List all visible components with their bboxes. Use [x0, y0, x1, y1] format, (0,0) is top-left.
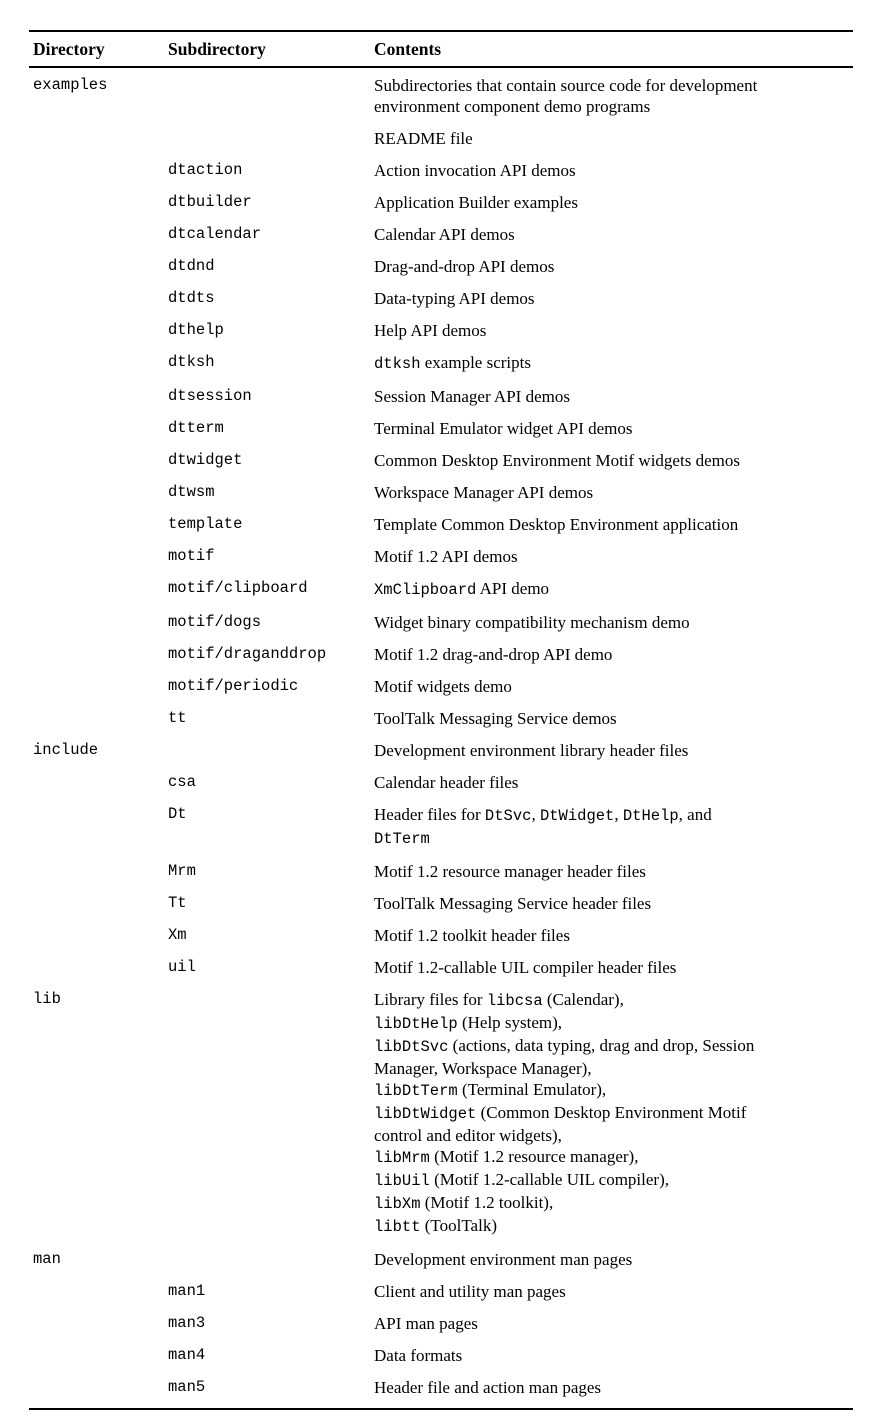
inline-code: libtt: [374, 1218, 421, 1236]
directory-cell: [33, 1345, 168, 1366]
directory-cell: [33, 128, 168, 149]
table-row: [33, 578, 853, 601]
directory-cell: [33, 612, 168, 633]
inline-code: XmClipboard: [374, 581, 477, 599]
subdirectory-cell: man4: [168, 1346, 206, 1364]
directory-cell: [33, 1377, 168, 1398]
table-row: [33, 75, 853, 117]
directory-cell: [33, 772, 168, 793]
contents-cell: Common Desktop Environment Motif widgets demos: [374, 451, 740, 470]
contents-cell: Workspace Manager API demos: [374, 483, 594, 502]
directory-cell: [33, 1313, 168, 1334]
inline-code: DtSvc: [484, 807, 532, 825]
directory-cell: [33, 514, 168, 535]
contents-cell: Data formats: [374, 1346, 463, 1365]
table-row: [33, 676, 853, 697]
table-body: [29, 68, 853, 1408]
inline-code: libUil: [374, 1172, 430, 1190]
contents-cell: Template Common Desktop Environment application: [374, 515, 739, 534]
directory-cell: [33, 925, 168, 946]
contents-cell: Application Builder examples: [374, 193, 578, 212]
table-row: [33, 256, 853, 277]
subdirectory-cell: [168, 1249, 374, 1270]
subdirectory-cell: motif/draganddrop: [168, 645, 327, 663]
table-row: [33, 989, 853, 1238]
directory-cell: [33, 676, 168, 697]
contents-cell: ToolTalk Messaging Service header files: [374, 894, 652, 913]
directory-cell: examples: [33, 76, 108, 94]
directory-cell: include: [33, 741, 99, 759]
table-row: [33, 925, 853, 946]
subdirectory-cell: dtbuilder: [168, 193, 252, 211]
table-row: [33, 482, 853, 503]
contents-cell: Motif 1.2 resource manager header files: [374, 862, 646, 881]
col-header-directory: Directory: [33, 39, 105, 59]
table-row: [33, 386, 853, 407]
table-row: [33, 1281, 853, 1302]
directory-cell: [33, 546, 168, 567]
inline-code: libMrm: [374, 1149, 430, 1167]
subdirectory-cell: [168, 989, 374, 1238]
subdirectory-cell: dtwsm: [168, 483, 215, 501]
directory-cell: [33, 450, 168, 471]
table-row: [33, 893, 853, 914]
subdirectory-cell: motif/periodic: [168, 677, 299, 695]
directory-table: [29, 30, 853, 1410]
directory-cell: [33, 418, 168, 439]
table-row: [33, 772, 853, 793]
table-row: [33, 546, 853, 567]
subdirectory-cell: dthelp: [168, 321, 224, 339]
subdirectory-cell: tt: [168, 709, 187, 727]
subdirectory-cell: [168, 75, 374, 117]
contents-cell: Calendar API demos: [374, 225, 515, 244]
directory-cell: [33, 352, 168, 375]
subdirectory-cell: csa: [168, 773, 196, 791]
contents-cell: dtksh example scripts: [374, 353, 531, 373]
contents-cell: Motif 1.2 drag-and-drop API demo: [374, 645, 613, 664]
directory-cell: [33, 708, 168, 729]
contents-cell: ToolTalk Messaging Service demos: [374, 709, 617, 728]
directory-cell: lib: [33, 990, 61, 1008]
inline-code: DtTerm: [374, 830, 430, 848]
inline-code: libXm: [374, 1195, 421, 1213]
table-row: [33, 708, 853, 729]
subdirectory-cell: Mrm: [168, 862, 196, 880]
inline-code: libDtHelp: [374, 1015, 458, 1033]
table-row: [33, 160, 853, 181]
contents-cell: Header file and action man pages: [374, 1378, 602, 1397]
subdirectory-cell: [168, 740, 374, 761]
inline-code: libDtTerm: [374, 1082, 458, 1100]
table-row: [33, 644, 853, 665]
directory-cell: [33, 957, 168, 978]
subdirectory-cell: Tt: [168, 894, 187, 912]
table-row: [33, 352, 853, 375]
table-row: [33, 612, 853, 633]
table-header-row: [29, 32, 853, 66]
subdirectory-cell: dtdts: [168, 289, 215, 307]
directory-cell: [33, 1281, 168, 1302]
contents-cell: Data-typing API demos: [374, 289, 535, 308]
contents-cell: Development environment library header files: [374, 741, 689, 760]
col-header-contents: Contents: [374, 39, 442, 59]
subdirectory-cell: man1: [168, 1282, 206, 1300]
table-row: [33, 224, 853, 245]
directory-cell: [33, 893, 168, 914]
table-row: [33, 1313, 853, 1334]
contents-cell: Header files for DtSvc, DtWidget, DtHelp, and DtTerm: [374, 805, 712, 848]
subdirectory-cell: dtcalendar: [168, 225, 262, 243]
subdirectory-cell: template: [168, 515, 243, 533]
table-row: [33, 450, 853, 471]
contents-cell: Motif 1.2 toolkit header files: [374, 926, 570, 945]
subdirectory-cell: Xm: [168, 926, 187, 944]
contents-cell: Subdirectories that contain source code for development environment component demo programs: [374, 76, 758, 116]
table-row: [33, 320, 853, 341]
contents-cell: XmClipboard API demo: [374, 579, 550, 599]
col-header-subdirectory: Subdirectory: [168, 39, 266, 59]
directory-cell: [33, 804, 168, 850]
subdirectory-cell: man5: [168, 1378, 206, 1396]
directory-cell: [33, 320, 168, 341]
table-row: [33, 192, 853, 213]
table-row: [33, 128, 853, 149]
contents-cell: Action invocation API demos: [374, 161, 576, 180]
inline-code: dtksh: [374, 355, 421, 373]
directory-cell: [33, 386, 168, 407]
contents-cell: Development environment man pages: [374, 1250, 633, 1269]
table-row: [33, 740, 853, 761]
subdirectory-cell: dtdnd: [168, 257, 215, 275]
inline-code: libDtSvc: [374, 1038, 449, 1056]
bottom-rule: [29, 1408, 853, 1410]
table-row: [33, 1249, 853, 1270]
inline-code: DtWidget: [539, 807, 615, 825]
subdirectory-cell: dtwidget: [168, 451, 243, 469]
directory-cell: [33, 160, 168, 181]
directory-cell: [33, 192, 168, 213]
directory-cell: [33, 482, 168, 503]
table-row: [33, 418, 853, 439]
subdirectory-cell: man3: [168, 1314, 206, 1332]
subdirectory-cell: motif/dogs: [168, 613, 262, 631]
directory-cell: man: [33, 1250, 61, 1268]
subdirectory-cell: motif: [168, 547, 215, 565]
contents-cell: Library files for libcsa (Calendar), libDtHelp (Help system), libDtSvc (actions, data typing, drag and drop, Session Manager, Workspace Manager), libDtTerm (Terminal Emulator), libDtWidget (Common Desktop Environment Motif control and editor widgets), libMrm (Motif 1.2 resource manager), libUil (Motif 1.2-callable UIL compiler), libXm (Motif 1.2 toolkit), libtt (ToolTalk): [374, 990, 755, 1236]
contents-cell: Motif 1.2 API demos: [374, 547, 518, 566]
table-row: [33, 514, 853, 535]
table-row: [33, 957, 853, 978]
contents-cell: API man pages: [374, 1314, 478, 1333]
directory-cell: [33, 256, 168, 277]
contents-cell: Terminal Emulator widget API demos: [374, 419, 633, 438]
subdirectory-cell: Dt: [168, 805, 187, 823]
contents-cell: Motif widgets demo: [374, 677, 512, 696]
table-row: [33, 1345, 853, 1366]
table-row: [33, 1377, 853, 1398]
directory-cell: [33, 288, 168, 309]
directory-cell: [33, 644, 168, 665]
subdirectory-cell: dtksh: [168, 353, 215, 371]
contents-cell: Session Manager API demos: [374, 387, 570, 406]
contents-cell: Client and utility man pages: [374, 1282, 566, 1301]
subdirectory-cell: dtsession: [168, 387, 252, 405]
subdirectory-cell: uil: [168, 958, 196, 976]
directory-cell: [33, 224, 168, 245]
contents-cell: Help API demos: [374, 321, 487, 340]
subdirectory-cell: [168, 128, 374, 149]
contents-cell: Drag-and-drop API demos: [374, 257, 555, 276]
subdirectory-cell: dtaction: [168, 161, 243, 179]
table-row: [33, 804, 853, 850]
inline-code: libcsa: [486, 992, 543, 1010]
directory-cell: [33, 861, 168, 882]
contents-cell: Widget binary compatibility mechanism demo: [374, 613, 690, 632]
contents-cell: Calendar header files: [374, 773, 519, 792]
directory-cell: [33, 578, 168, 601]
subdirectory-cell: motif/clipboard: [168, 579, 308, 597]
contents-cell: Motif 1.2-callable UIL compiler header files: [374, 958, 677, 977]
inline-code: DtHelp: [622, 807, 679, 825]
table-row: [33, 288, 853, 309]
subdirectory-cell: dtterm: [168, 419, 224, 437]
contents-cell: README file: [374, 129, 473, 148]
inline-code: libDtWidget: [374, 1105, 477, 1123]
table-row: [33, 861, 853, 882]
